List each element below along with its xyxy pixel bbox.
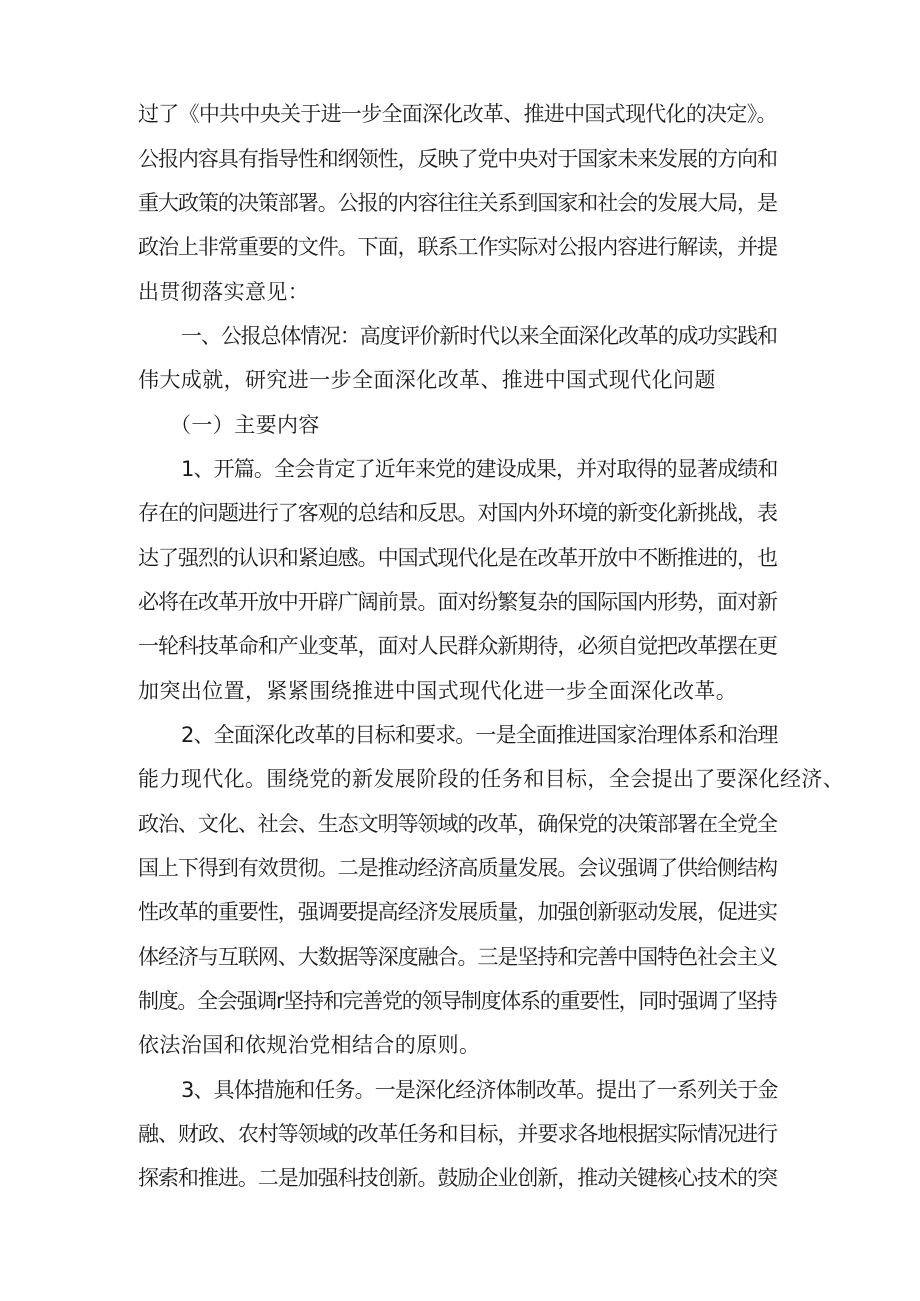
text-line: 能力现代化。围绕党的新发展阶段的任务和目标，全会提出了要深化经济、 xyxy=(138,767,845,791)
text-line: 融、财政、农村等领域的改革任务和目标，并要求各地根据实际情况进行 xyxy=(138,1122,777,1146)
subsection-heading: （一）主要内容 xyxy=(170,413,320,437)
text-line: 政治上非常重要的文件。下面，联系工作实际对公报内容进行解读，并提 xyxy=(138,235,777,259)
text-line: 性改革的重要性，强调要提高经济发展质量，加强创新驱动发展，促进实 xyxy=(138,900,777,924)
text-line: 重大政策的决策部署。公报的内容往往关系到国家和社会的发展大局，是 xyxy=(138,191,777,215)
text-line: 依法治国和依规治党相结合的原则。 xyxy=(138,1033,481,1057)
text-line: 加突出位置，紧紧围绕推进中国式现代化进一步全面深化改革。 xyxy=(138,679,738,703)
text-line: 3、具体措施和任务。一是深化经济体制改革。提出了一系列关于金 xyxy=(181,1078,778,1102)
section-heading: 一、公报总体情况：高度评价新时代以来全面深化改革的成功实践和 xyxy=(181,324,777,348)
text-line: 存在的问题进行了客观的总结和反思。对国内外环境的新变化新挑战，表 xyxy=(138,501,777,525)
text-line: 过了《中共中央关于进一步全面深化改革、推进中国式现代化的决定》。 xyxy=(138,102,777,126)
text-line: 公报内容具有指导性和纲领性，反映了党中央对于国家未来发展的方向和 xyxy=(138,147,777,171)
text-line: 政治、文化、社会、生态文明等领域的改革，确保党的决策部署在全党全 xyxy=(138,812,777,836)
text-line: 必将在改革开放中开辟广阔前景。面对纷繁复杂的国际国内形势，面对新 xyxy=(138,590,777,614)
section-heading: 伟大成就，研究进一步全面深化改革、推进中国式现代化问题 xyxy=(138,368,716,392)
text-line: 一轮科技革命和产业变革，面对人民群众新期待，必须自觉把改革摆在更 xyxy=(138,634,777,658)
text-line: 体经济与互联网、大数据等深度融合。三是坚持和完善中国特色社会主义 xyxy=(138,945,777,969)
text-line: 1、开篇。全会肯定了近年来党的建设成果，并对取得的显著成绩和 xyxy=(181,457,778,481)
text-line: 2、全面深化改革的目标和要求。一是全面推进国家治理体系和治理 xyxy=(181,723,778,747)
text-line: 国上下得到有效贯彻。二是推动经济高质量发展。会议强调了供给侧结构 xyxy=(138,856,777,880)
text-line: 探索和推进。二是加强科技创新。鼓励企业创新，推动关键核心技术的突 xyxy=(138,1166,777,1190)
text-line: 出贯彻落实意见： xyxy=(138,280,310,304)
text-line: 制度。全会强调r坚持和完善党的领导制度体系的重要性，同时强调了坚持 xyxy=(138,989,777,1013)
text-line: 达了强烈的认识和紧迫感。中国式现代化是在改革开放中不断推进的，也 xyxy=(138,546,777,570)
